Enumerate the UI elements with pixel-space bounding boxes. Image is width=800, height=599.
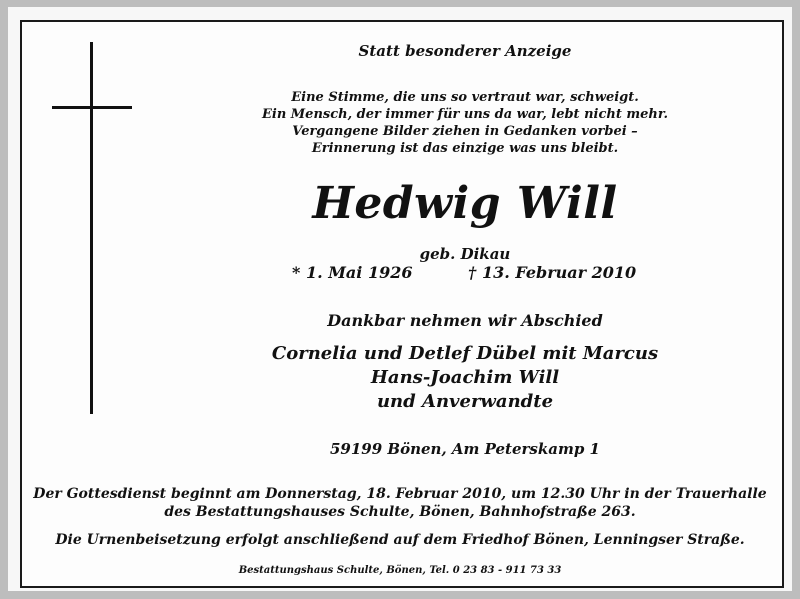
death-date: † 13. Februar 2010 (468, 263, 637, 282)
birth-date: * 1. Mai 1926 (292, 263, 413, 282)
deceased-name: Hedwig Will (312, 178, 618, 229)
cross-horizontal-bar (52, 106, 132, 109)
poem-line: Erinnerung ist das einzige was uns bleibt. (311, 141, 619, 156)
cross-vertical-bar (90, 42, 93, 414)
burial-info: Die Urnenbeisetzung erfolgt anschließend auf dem Friedhof Bönen, Lenningser Straße. (55, 532, 745, 548)
farewell-line: Dankbar nehmen wir Abschied (327, 311, 603, 330)
service-line: Der Gottesdienst beginnt am Donnerstag, 18. Februar 2010, um 12.30 Uhr in der Trauerhalle (33, 486, 767, 502)
funeral-home: Bestattungshaus Schulte, Bönen, Tel. 0 23 83 - 911 73 33 (238, 565, 562, 576)
poem (180, 89, 750, 157)
mourner-line: Cornelia und Detlef Dübel mit Marcus (271, 343, 659, 364)
service-line: des Bestattungshauses Schulte, Bönen, Bahnhofstraße 263. (164, 504, 636, 520)
mourner-line: und Anverwandte (376, 391, 554, 412)
born-name: geb. Dikau (419, 245, 511, 263)
poem-line: Ein Mensch, der immer für uns da war, lebt nicht mehr. (261, 107, 669, 122)
mourners (180, 342, 750, 414)
poem-line: Vergangene Bilder ziehen in Gedanken vorbei – (292, 124, 638, 139)
address: 59199 Bönen, Am Peterskamp 1 (330, 440, 600, 458)
notice-heading: Statt besonderer Anzeige (358, 42, 572, 60)
mourner-line: Hans-Joachim Will (370, 367, 560, 388)
service-info (0, 485, 800, 521)
poem-line: Eine Stimme, die uns so vertraut war, schweigt. (291, 90, 639, 105)
